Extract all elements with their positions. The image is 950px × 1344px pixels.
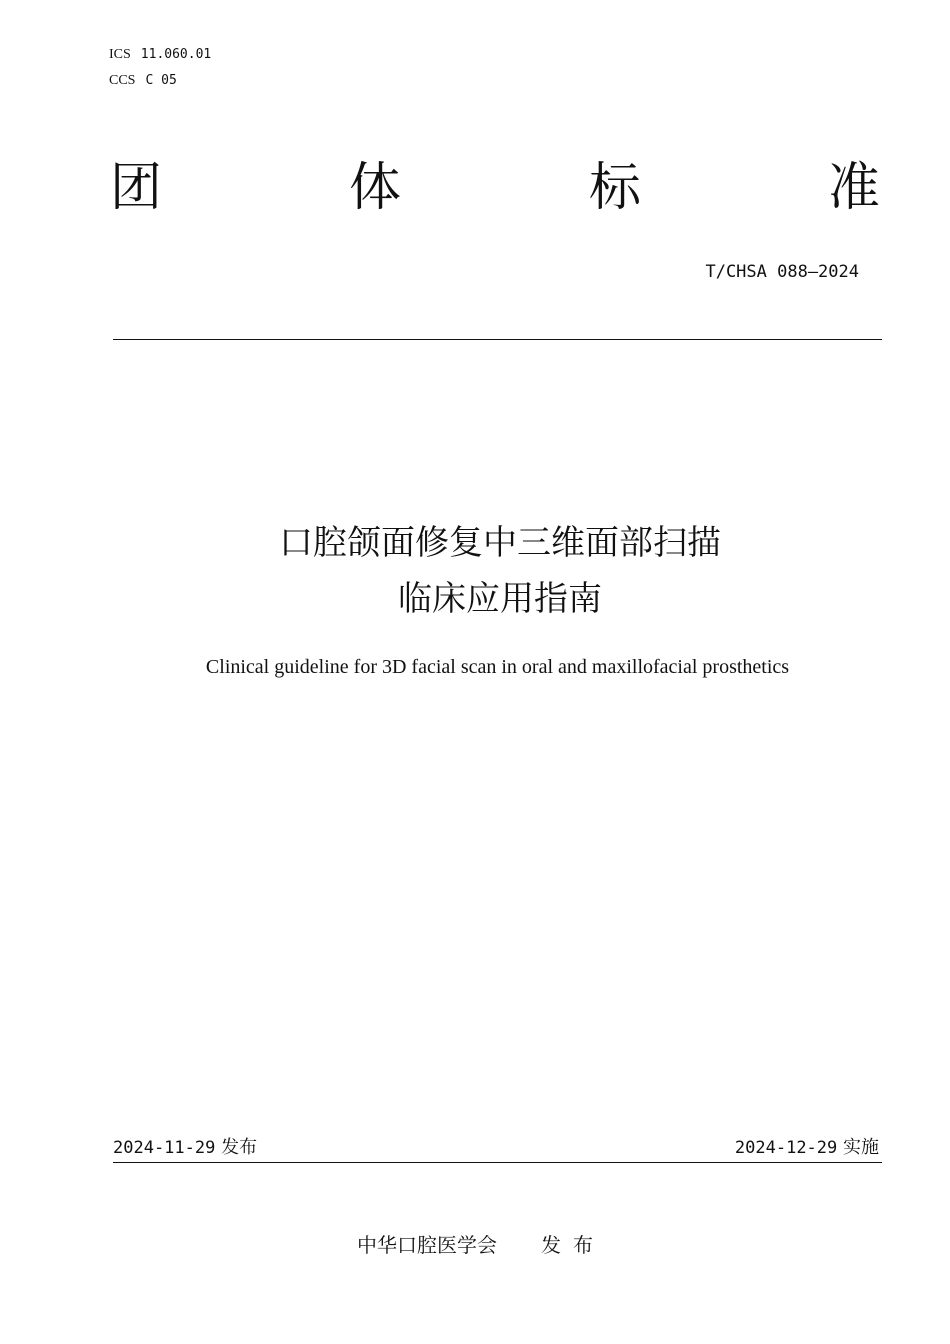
title-en: Clinical guideline for 3D facial scan in oral and maxillofacial prosthetics [205, 656, 790, 678]
heading-char-1: 团 [110, 158, 163, 218]
issue-date-label: 发布 [221, 1137, 258, 1158]
ics-label: ICS [109, 47, 131, 62]
title-zh-line-2: 临床应用指南 [398, 579, 602, 619]
ics-code [109, 46, 211, 63]
issue-date-value: 2024-11-29 [113, 1138, 216, 1158]
title-zh-line-1: 口腔颌面修复中三维面部扫描 [279, 523, 721, 563]
heading-char-4: 准 [828, 158, 881, 218]
standard-number: T/CHSA 088—2024 [705, 262, 859, 282]
ics-value: 11.060.01 [140, 47, 212, 62]
implement-date [735, 1133, 879, 1159]
ccs-code [109, 72, 177, 89]
publisher-name: 中华口腔医学会 [357, 1233, 497, 1257]
ccs-value: C 05 [145, 73, 177, 88]
implement-date-label: 实施 [843, 1137, 879, 1158]
implement-date-value: 2024-12-29 [734, 1138, 838, 1158]
top-divider [113, 339, 882, 340]
heading-char-2: 体 [349, 158, 402, 218]
heading-char-3: 标 [589, 158, 642, 218]
ccs-label: CCS [109, 73, 136, 88]
bottom-divider [113, 1162, 882, 1163]
publisher-action: 发布 [541, 1233, 605, 1257]
issue-date [113, 1133, 257, 1159]
publisher [357, 1229, 605, 1258]
